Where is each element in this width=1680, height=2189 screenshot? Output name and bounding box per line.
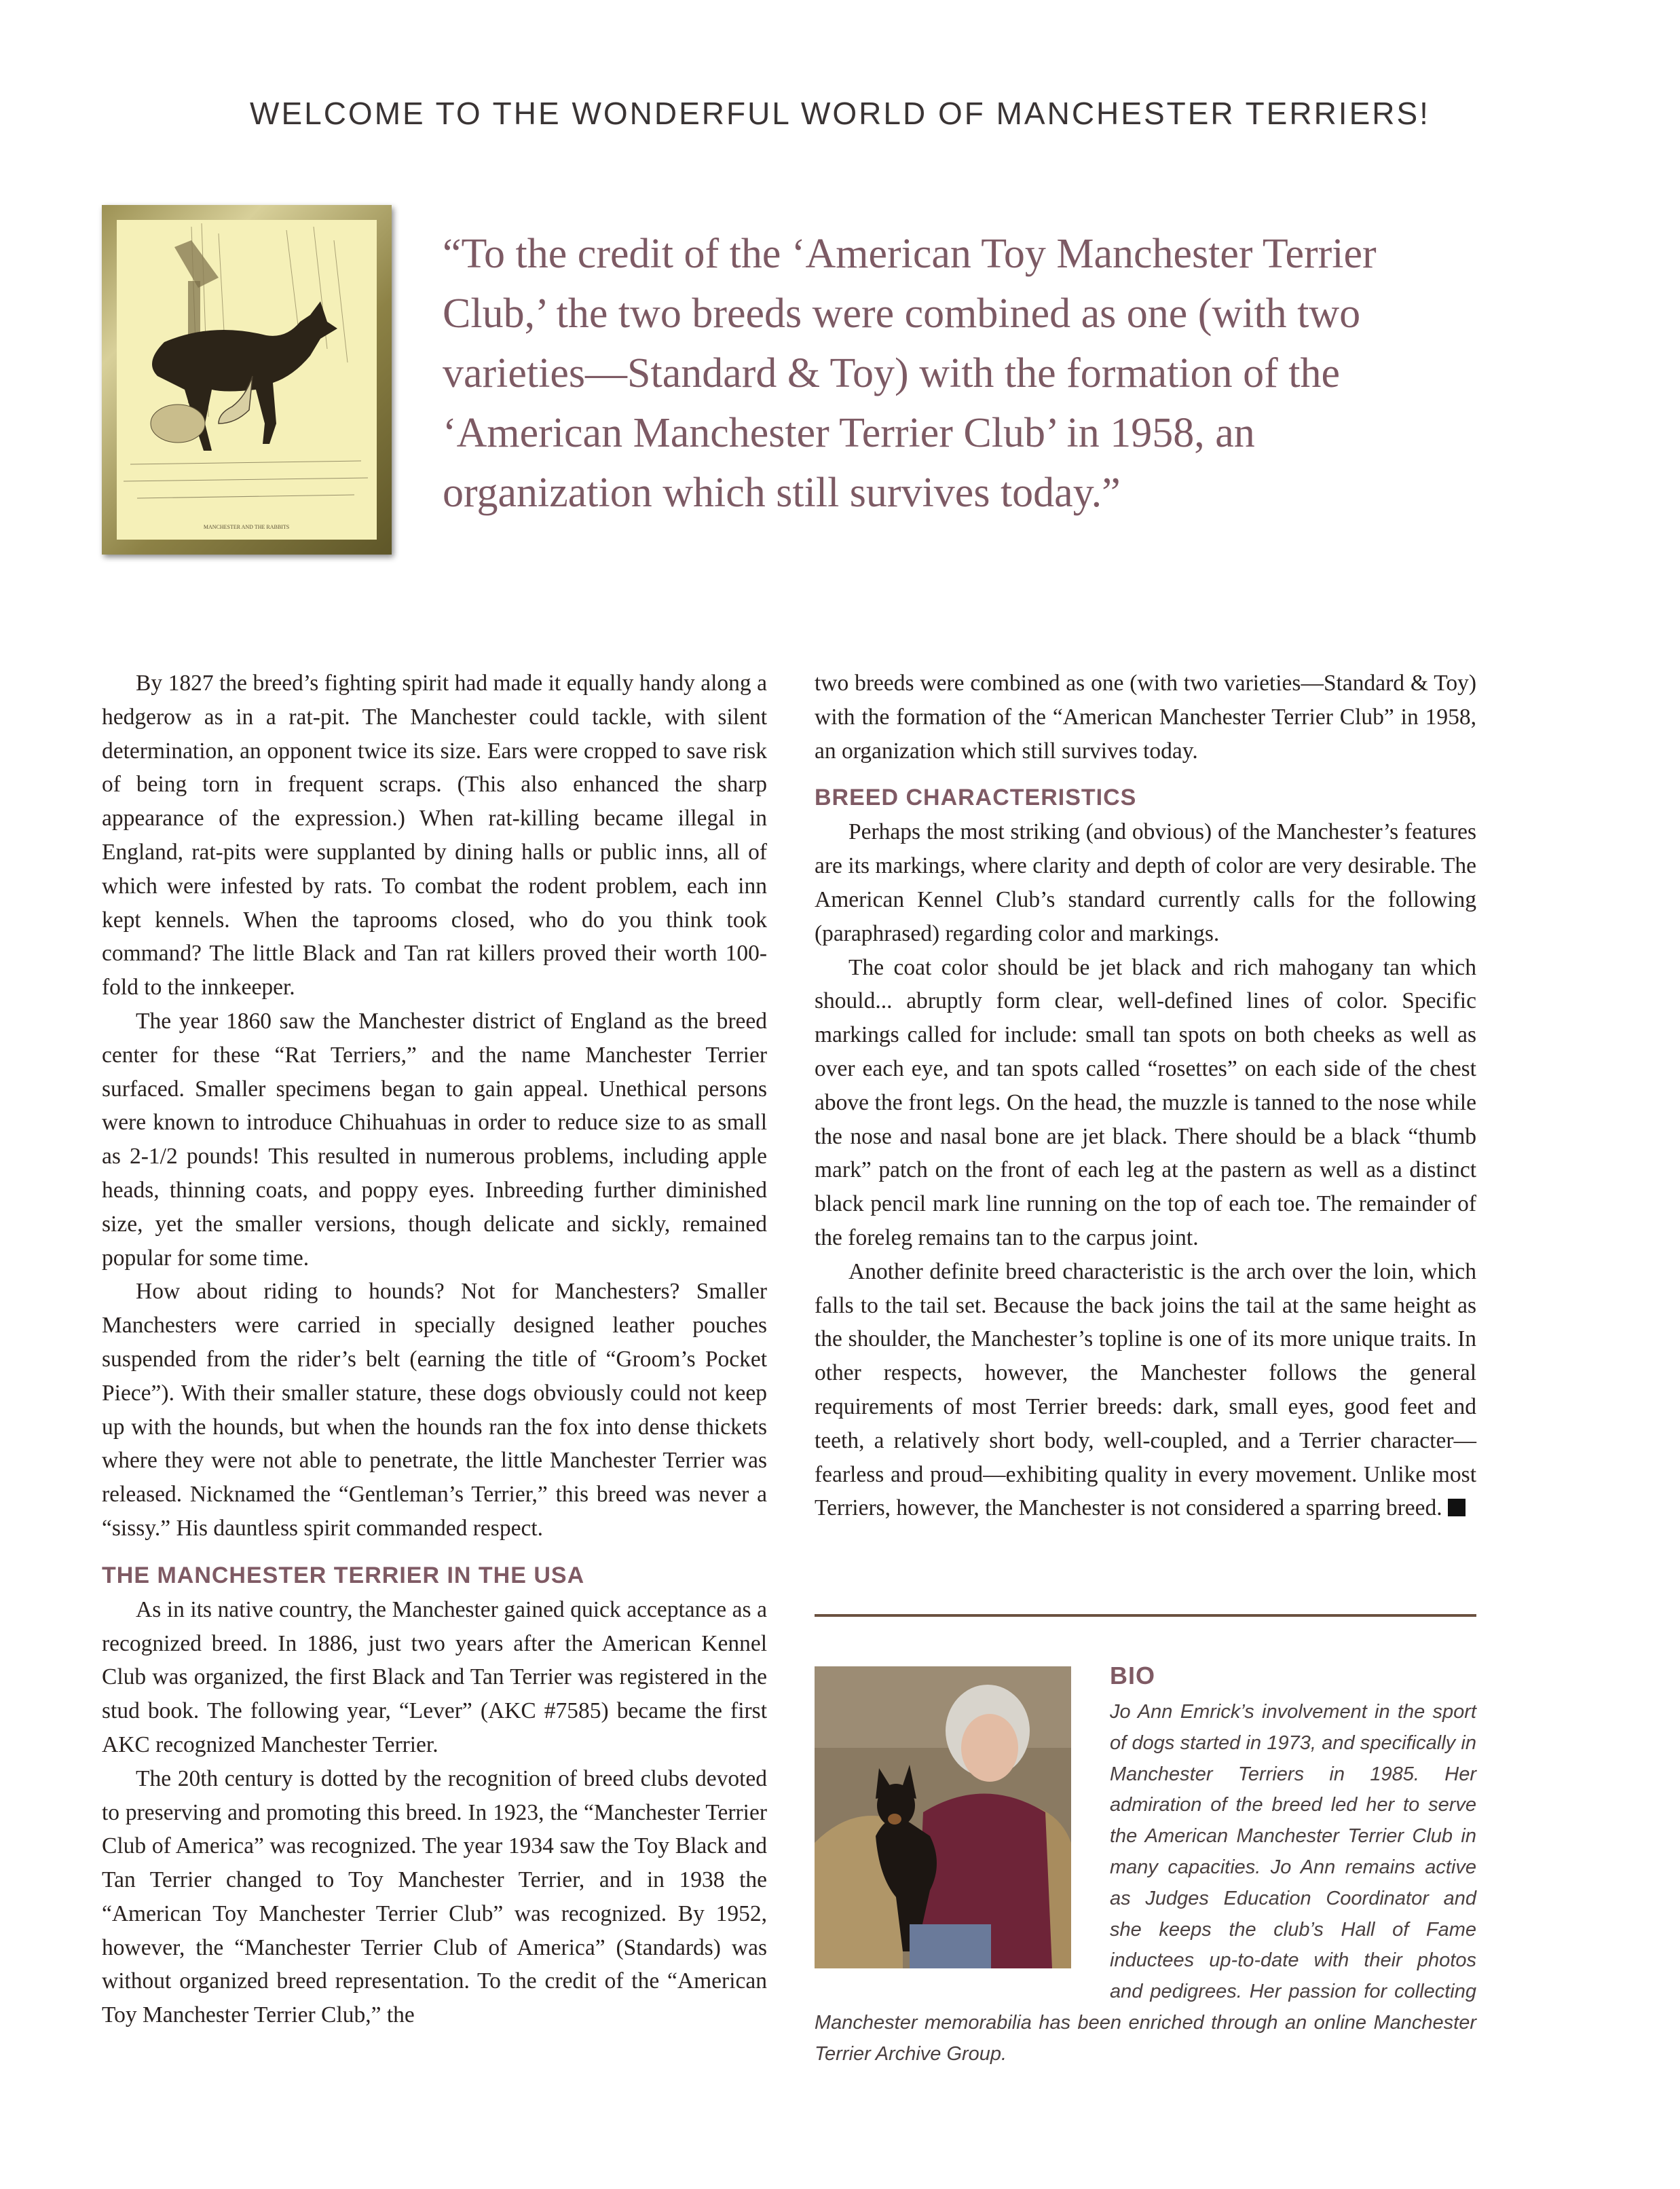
section-heading-breed: BREED CHARACTERISTICS [815,785,1137,811]
bio-divider [815,1614,1476,1617]
bio-photo-spacer [815,1697,1110,2004]
body-paragraph: By 1827 the breed’s fighting spirit had made it equally handy along a hedgerow as in a rat-pit. The Manchester could tackle, with silent determination, an opponent twice its size. Ears were cropped to save risk of being torn in frequent scraps. (This also enhanced the sharp appearance of the expression.) When rat-killing became illegal in England, rat-pits were supplanted by dining halls or public inns, all of which were infested by rats. To combat the rodent problem, each inn kept kennels. When the taprooms closed, who do you think took command? The little Black and Tan rat killers proved their worth 100-fold to the innkeeper. [102,671,767,1000]
pull-quote: “To the credit of the ‘American Toy Manchester Terrier Club,’ the two breeds were combined as one (with two varieties—Standard & Toy) with the formation of the ‘American Manchester Terrier Club’ in 1958, an organization which still survives today.” [443,231,1377,516]
vintage-illustration-frame [102,205,392,555]
body-paragraph: The 20th century is dotted by the recognition of breed clubs devoted to preserving and promoting this breed. In 1923, the “Manchester Terrier Club of America” was recognized. The year 1934 saw the Toy Black and Tan Terrier changed to Toy Manchester Terrier, and in 1938 the “American Toy Manchester Terrier Club” was recognized. By 1952, however, the “Manchester Terrier Club of America” (Standards) was without organized breed representation. To the credit of the “American Toy Manchester Terrier Club,” the [102,1765,767,2028]
bio-title: BIO [1110,1662,1156,1689]
end-mark-icon [1448,1499,1466,1516]
closing-paragraph-text: Another definite breed characteristic is the arch over the loin, which falls to the tail set. Because the back joins the tail at the same height as the shoulder, the Manchester’s topline is one of its more unique traits. In other respects, however, the Manchester follows the general requirements of most Terrier breeds: dark, small eyes, good feet and teeth, a relatively short body, well-coupled, and a Terrier character—fearless and proud—exhibiting quality in every movement. Unlike most Terriers, however, the Manchester is not considered a sparring breed. [815,1258,1476,1521]
bio-body: Jo Ann Emrick’s involvement in the sport of dogs started in 1973, and specifically in Manchester Terriers in 1985. Her admiration of the breed led her to serve the American Manchester Terrier Club in many capacities. Jo Ann remains active as Judges Education Coordinator and she keeps the club’s Hall of Fame inductees up-to-date with their photos and pedigrees. Her passion for collecting Manchester memorabilia has been enriched through an online Manchester Terrier Archive Group. [815,1701,1476,2065]
vintage-dog-illustration [117,220,377,540]
body-paragraph: The year 1860 saw the Manchester district of England as the breed center for these “Rat Terriers,” and the name Manchester Terrier surfaced. Smaller specimens began to gain appeal. Unethical persons were known to introduce Chihuahuas in order to reduce size to as small as 2-1/2 pounds! This resulted in numerous problems, including apple heads, thinning coats, and poppy eyes. Inbreeding further diminished size, yet the smaller versions, though delicate and sickly, remained popular for some time. [102,1008,767,1271]
left-column [102,667,767,2032]
right-column [815,667,1476,1525]
illustration-caption: MANCHESTER AND THE RABBITS [203,524,290,530]
body-paragraph: How about riding to hounds? Not for Manchesters? Smaller Manchesters were carried in specially designed leather pouches suspended from the rider’s belt (earning the title of “Groom’s Pocket Piece”). With their smaller stature, these dogs obviously could not keep up with the hounds, but when the hounds ran the fox into dense thickets where they were not able to penetrate, the little Manchester Terrier was released. Nicknamed the “Gentleman’s Terrier,” this breed was never a “sissy.” His dauntless spirit commanded respect. [102,1279,767,1541]
body-paragraph: two breeds were combined as one (with two varieties—Standard & Toy) with the formation of the “American Manchester Terrier Club” in 1958, an organization which still survives today. [815,671,1476,764]
body-paragraph: The coat color should be jet black and rich mahogany tan which should... abruptly form clear, well-defined lines of color. Specific markings called for include: small tan spots on both cheeks as well as over each eye, and tan spots called “rosettes” on each side of the chest above the front legs. On the head, the muzzle is tanned to the nose while the nose and nasal bone are jet black. There should be a black “thumb mark” patch on the front of each leg at the pastern as well as a distinct black pencil mark line running on the top of each toe. The remainder of the foreleg remains tan to the carpus joint. [815,954,1476,1250]
section-heading-usa: THE MANCHESTER TERRIER IN THE USA [102,1562,585,1588]
bio-text [815,1697,1476,2070]
body-paragraph: Perhaps the most striking (and obvious) of the Manchester’s features are its markings, where clarity and depth of color are very desirable. The American Kennel Club’s standard currently calls for the following (paraphrased) regarding color and markings. [815,819,1476,946]
dog-with-rabbit-engraving [117,220,377,540]
page-header: WELCOME TO THE WONDERFUL WORLD OF MANCHESTER TERRIERS! [250,96,1430,131]
body-paragraph: As in its native country, the Manchester gained quick acceptance as a recognized breed. In 1886, just two years after the American Kennel Club was organized, the first Black and Tan Terrier was registered in the stud book. The following year, “Lever” (AKC #7585) became the first AKC recognized Manchester Terrier. [102,1596,767,1757]
body-paragraph [815,1255,1476,1525]
